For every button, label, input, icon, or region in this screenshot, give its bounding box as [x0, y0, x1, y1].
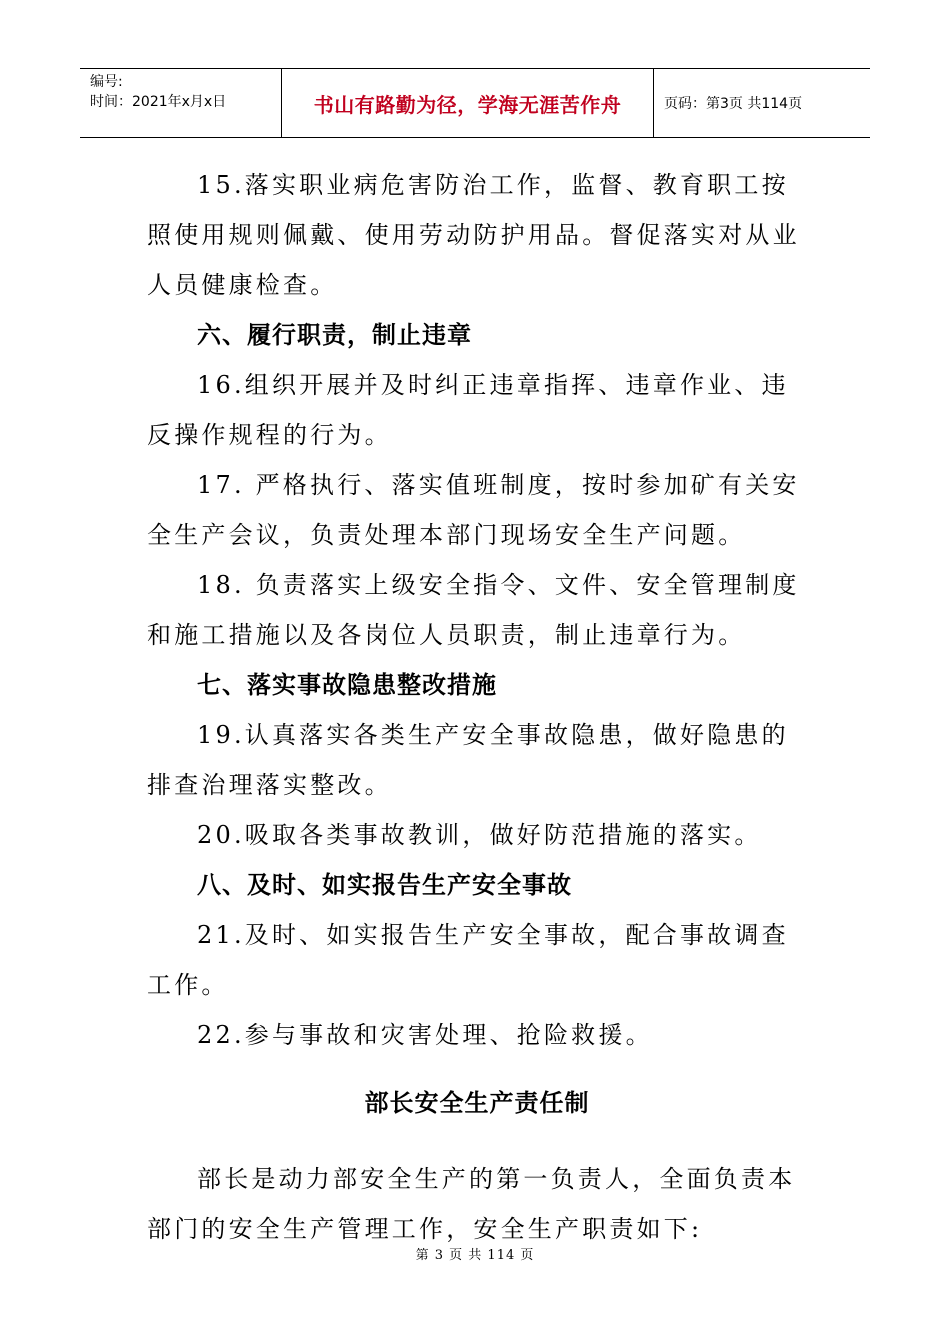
- paragraph-16: 16.组织开展并及时纠正违章指挥、违章作业、违反操作规程的行为。: [147, 371, 789, 449]
- paragraph-19: 19.认真落实各类生产安全事故隐患，做好隐患的排查治理落实整改。: [147, 721, 789, 799]
- paragraph-18: 18. 负责落实上级安全指令、文件、安全管理制度和施工措施以及各岗位人员职责，制止违章行为。: [147, 571, 800, 649]
- paragraph-22: 22.参与事故和灾害处理、抢险救援。: [197, 1021, 653, 1049]
- document-number-label: 编号:: [90, 74, 123, 90]
- section-title: 部长安全生产责任制: [364, 1089, 590, 1117]
- section-heading-8: 八、及时、如实报告生产安全事故: [197, 871, 572, 899]
- section-heading-7: 七、落实事故隐患整改措施: [197, 671, 497, 699]
- paragraph-20: 20.吸取各类事故教训，做好防范措施的落实。: [197, 821, 762, 849]
- header-motto-cell: [282, 69, 654, 137]
- paragraph-15: 15.落实职业病危害防治工作，监督、教育职工按照使用规则佩戴、使用劳动防护用品。督促落实对从业人员健康检查。: [147, 171, 800, 299]
- header-motto: 书山有路勤为径，学海无涯苦作舟: [313, 92, 622, 117]
- document-date-label: 时间：2021年x月x日: [90, 94, 227, 110]
- header-meta: [80, 69, 282, 137]
- page-footer: 第 3 页 共 114 页: [415, 1248, 535, 1263]
- document-body: [147, 160, 807, 1254]
- paragraph-17: 17. 严格执行、落实值班制度，按时参加矿有关安全生产会议，负责处理本部门现场安全生产问题。: [147, 471, 800, 549]
- page-header: [80, 68, 870, 138]
- section-heading-6: 六、履行职责，制止违章: [197, 321, 472, 349]
- header-page-info: 页码：第3页 共114页: [664, 96, 803, 112]
- intro-paragraph: 部长是动力部安全生产的第一负责人，全面负责本部门的安全生产管理工作，安全生产职责如下:: [147, 1165, 796, 1243]
- paragraph-21: 21.及时、如实报告生产安全事故，配合事故调查工作。: [147, 921, 789, 999]
